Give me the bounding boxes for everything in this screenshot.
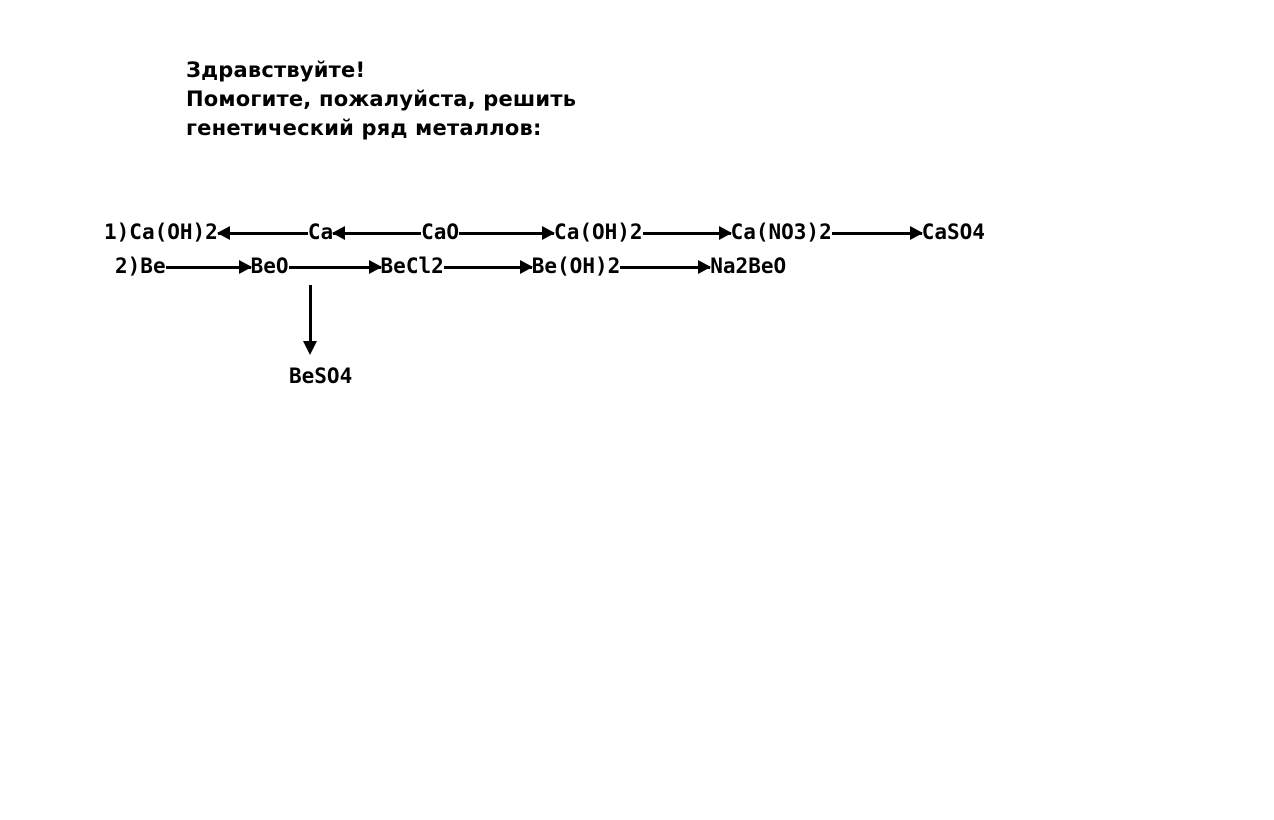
branch-node-beso4: BeSO4 [289,364,353,388]
row2-arrow-2-right [289,256,381,277]
row1-node-5: Ca(NO3)2 [730,220,832,244]
row1-node-6: CaSO4 [921,220,985,244]
intro-line-3: генетический ряд металлов: [186,116,542,140]
row2-label: 2) [115,254,141,278]
row1-node-4: Ca(OH)2 [554,220,643,244]
row2-arrow-1-right [166,256,251,277]
branch-arrow-down [303,285,323,360]
intro-line-1: Здравствуйте! [186,58,366,82]
row2-arrow-3-right [444,256,532,277]
intro-text [186,56,576,143]
row1-arrow-1-left [218,222,308,243]
branch-arrow-head [303,341,317,355]
intro-line-2: Помогите, пожалуйста, решить [186,87,577,111]
row2-node-5: Na2BeO [710,254,787,278]
row1-node-2: Ca [307,220,334,244]
row1-arrow-4-right [643,222,731,243]
row1-arrow-3-right [459,222,554,243]
reaction-chain-row-2 [115,256,786,277]
row1-node-1: Ca(OH)2 [129,220,218,244]
row1-arrow-2-left [333,222,421,243]
row2-node-3: BeCl2 [380,254,444,278]
row2-node-2: BeO [250,254,289,278]
branch-arrow-shaft [309,285,312,345]
row2-node-1: Be [140,254,166,278]
reaction-chain-row-1 [104,222,985,243]
row1-arrow-5-right [832,222,922,243]
row2-arrow-4-right [620,256,710,277]
row2-node-4: Be(OH)2 [531,254,621,278]
row1-label: 1) [104,220,130,244]
row1-node-3: CaO [421,220,460,244]
